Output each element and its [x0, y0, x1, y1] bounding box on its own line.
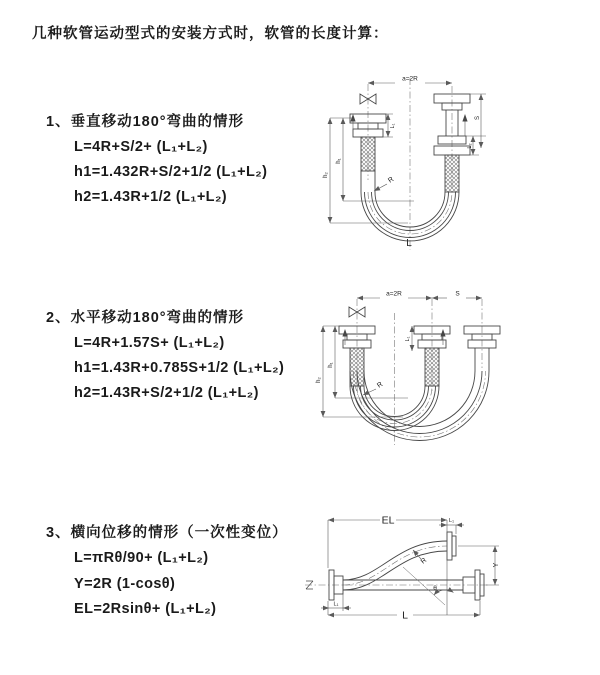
section3-formula-l: L=πRθ/90+ (L₁+L₂)	[74, 550, 209, 566]
dimension-lines	[330, 83, 486, 223]
dim-label-h1: h₁	[336, 158, 342, 164]
diagram-horizontal-180-bend	[300, 283, 600, 478]
length-label: L	[406, 238, 412, 249]
dim-label-l1-top: L₁	[449, 518, 454, 524]
section1-formula-h1: h1=1.432R+S/2+1/2 (L₁+L₂)	[74, 164, 268, 180]
movement-arrows	[342, 329, 445, 337]
dim-label-l1: L₁	[390, 123, 396, 129]
braid-section	[350, 348, 364, 386]
hose-assembly	[339, 307, 500, 441]
dim-label-l1: L₁	[405, 336, 411, 342]
section1-formula-h2: h2=1.43R+1/2 (L₁+L₂)	[74, 189, 228, 205]
dim-label-h2: h₂	[316, 377, 322, 383]
section2-formula-l: L=4R+1.57S+ (L₁+L₂)	[74, 335, 225, 351]
hose-assembly	[306, 532, 484, 600]
dimension-lines	[321, 520, 499, 615]
dim-label-s: S	[455, 290, 460, 298]
angle-radius-line	[403, 567, 445, 605]
dim-label-el: EL	[381, 514, 395, 527]
braid-section	[361, 137, 375, 171]
dim-label-l: L	[402, 609, 408, 622]
section2-heading: 2、水平移动180°弯曲的情形	[46, 310, 245, 326]
diagram-lateral-displacement	[295, 498, 600, 668]
page-title: 几种软管运动型式的安装方式时，软管的长度计算：	[32, 26, 389, 42]
section1-formula-l: L=4R+S/2+ (L₁+L₂)	[74, 139, 208, 155]
angle-label: θ	[433, 585, 437, 592]
section3-formula-el: EL=2Rsinθ+ (L₁+L₂)	[74, 601, 217, 617]
centerlines	[368, 75, 452, 250]
diagram-vertical-180-bend	[300, 68, 600, 273]
braid-section	[445, 155, 459, 192]
dim-label-h2: h₂	[323, 172, 329, 178]
dim-label-a2r: a=2R	[386, 290, 402, 298]
dim-label-h1: h₁	[328, 362, 334, 368]
section2-formula-h2: h2=1.43R+S/2+1/2 (L₁+L₂)	[74, 385, 259, 401]
dim-label-y: Y	[493, 562, 500, 568]
centerlines	[305, 546, 490, 585]
dim-label-a2r: a=2R	[402, 75, 418, 83]
section2-formula-h1: h1=1.43R+0.785S+1/2 (L₁+L₂)	[74, 360, 285, 376]
dim-label-l2: L₂	[467, 143, 473, 149]
section3-formula-y: Y=2R (1-cosθ)	[74, 576, 176, 592]
section1-heading: 1、垂直移动180°弯曲的情形	[46, 114, 245, 130]
dimension-lines	[323, 298, 482, 417]
section3-heading: 3、横向位移的情形（一次性变位）	[46, 525, 288, 541]
radius-label: R	[376, 381, 385, 390]
dim-label-l1-bottom: L₁	[333, 601, 339, 608]
dim-label-s: S	[475, 115, 481, 121]
radius-label: R	[419, 556, 429, 566]
radius-label: R	[387, 176, 396, 185]
braid-section	[425, 348, 439, 386]
